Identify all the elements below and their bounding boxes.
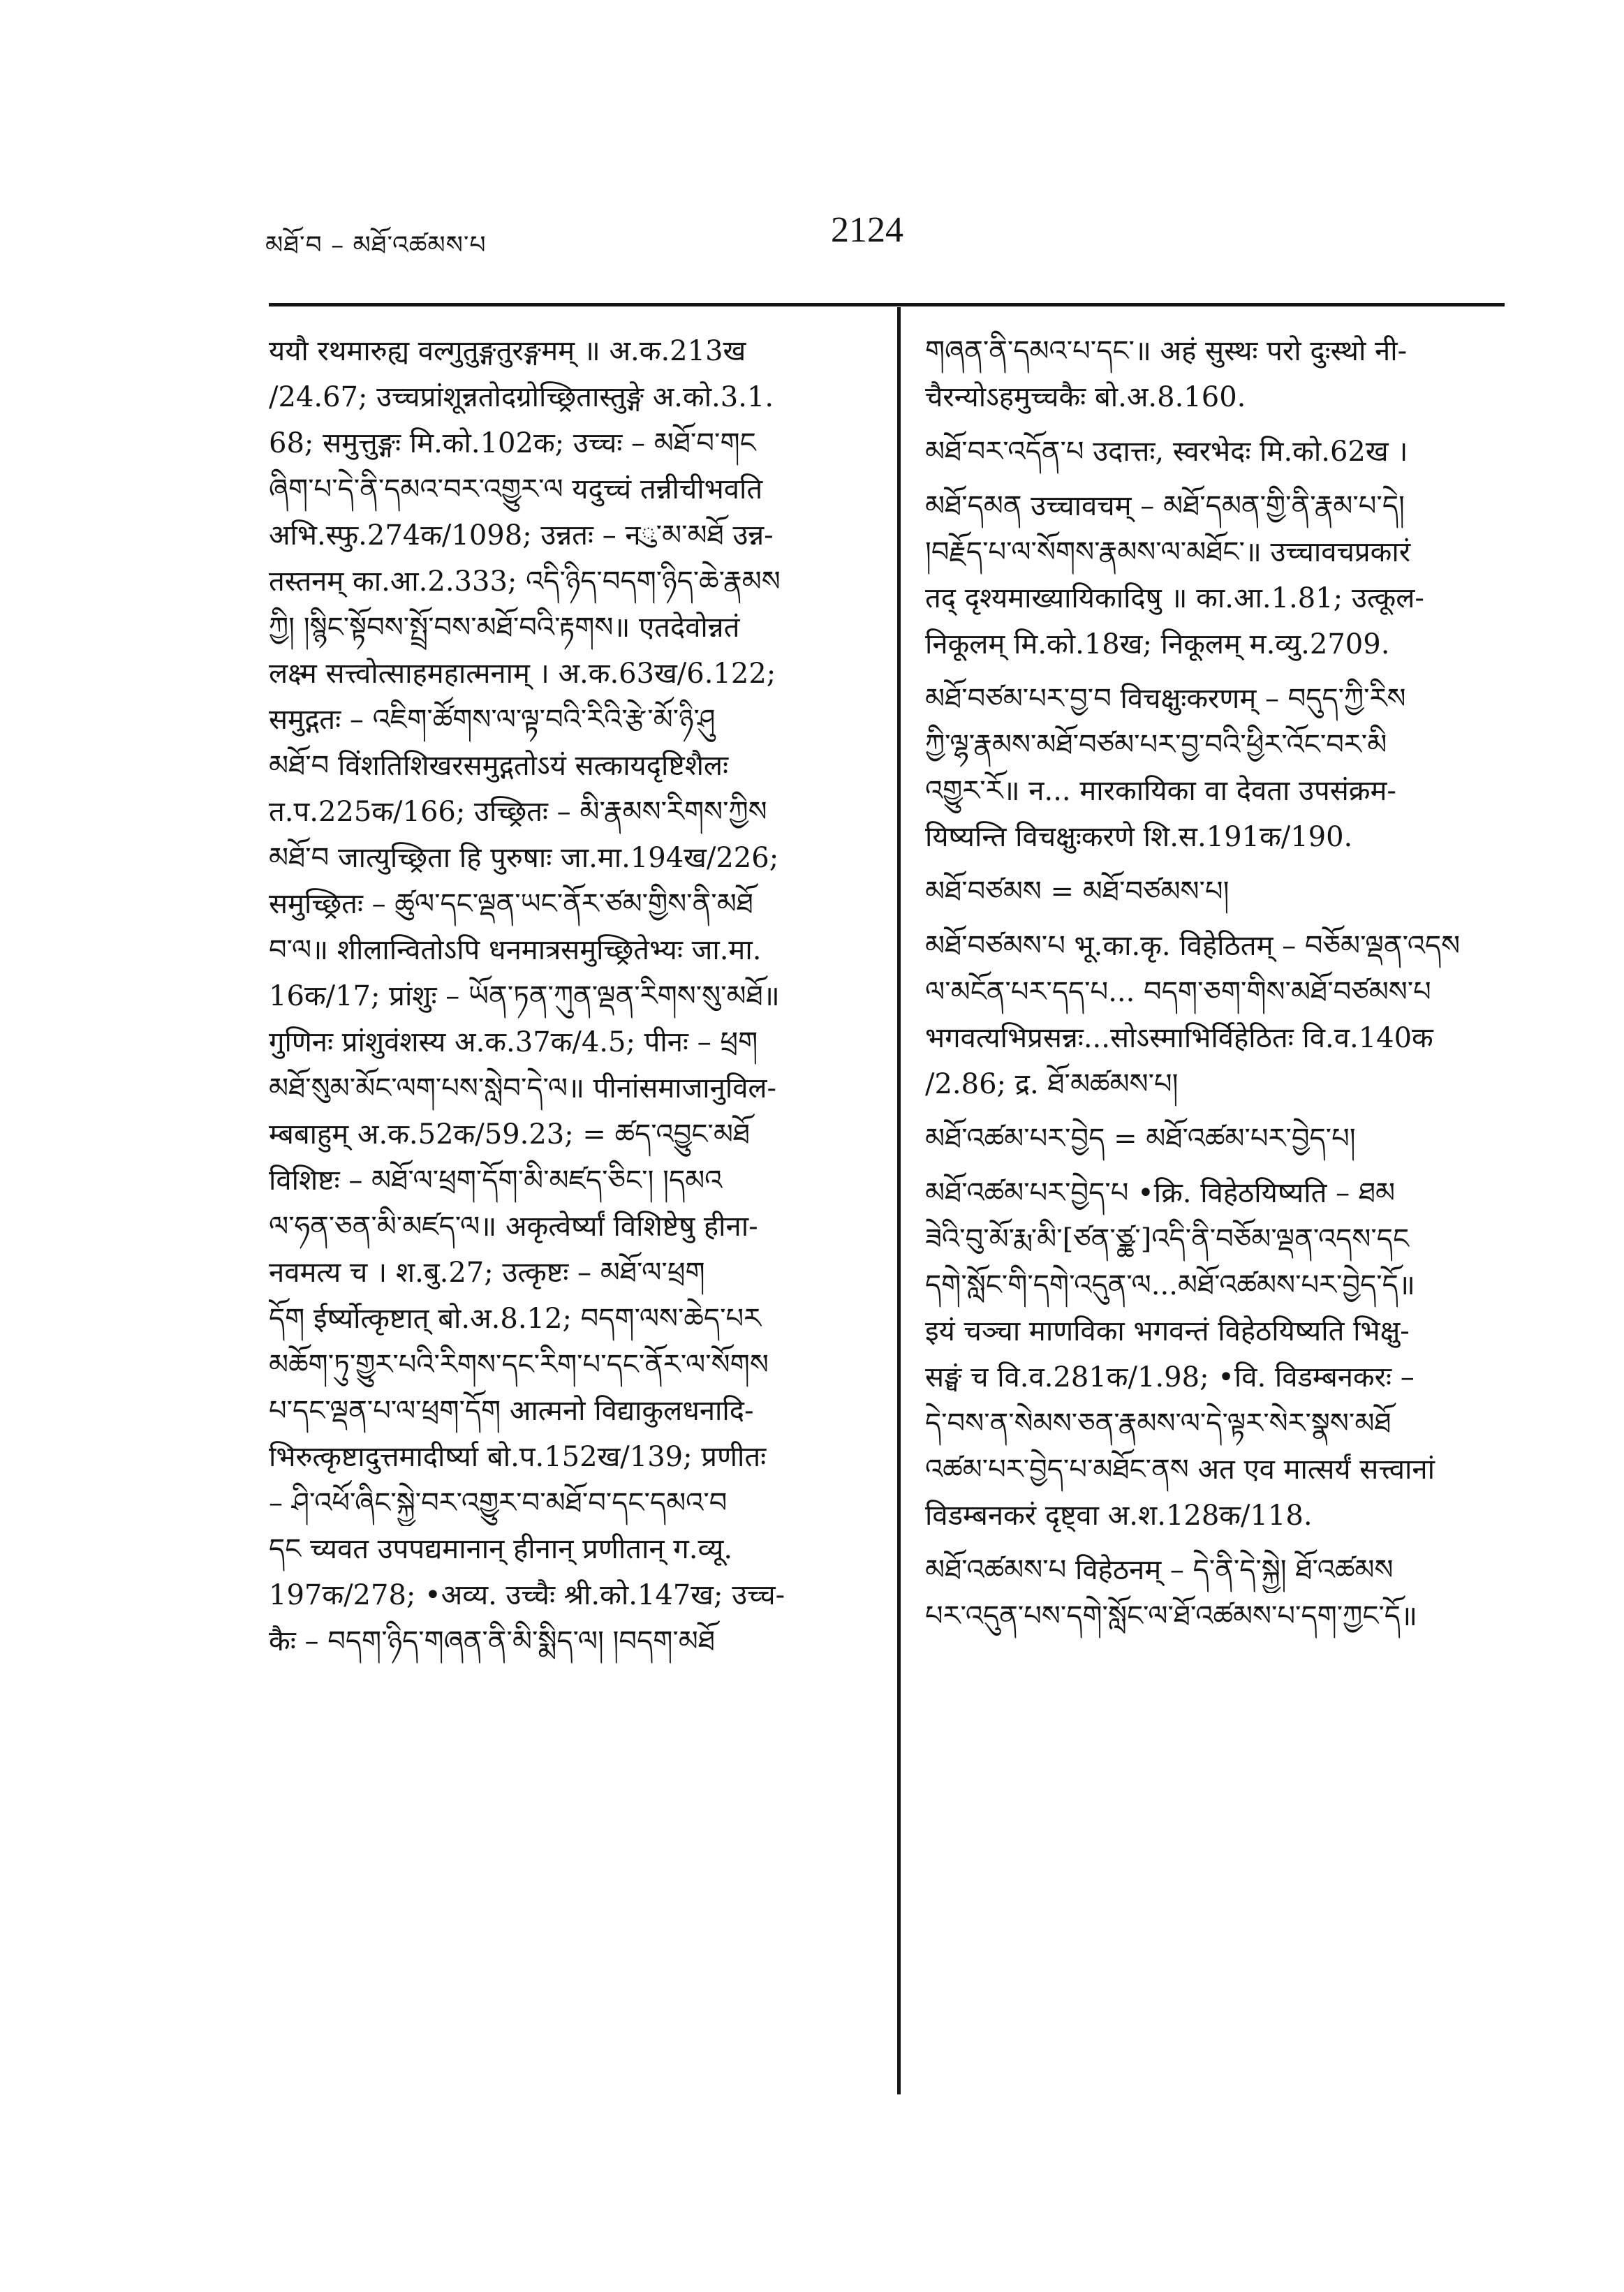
entry-text-line: མཐོ་བཙམས་པ भू.का.कृ. विहेठितम् – བཅོམ་ལྡན་འདས: [925, 930, 1461, 962]
entry-text-line: གཞན་ནི་དམའ་པ་དང་॥ अहं सुस्थः परो दुःस्थो नी-: [925, 335, 1408, 367]
left-text-line: དང च्यवत उपपद्यमानान् हीनान् प्रणीतान् ग.व्यू.: [269, 1533, 733, 1565]
entry-text-line: /2.86; द्र. ཐོ་མཚམས་པ།: [925, 1068, 1179, 1100]
entry-text-line: ལ་མངོན་པར་དད་པ... བདག་ཅག་གིས་མཐོ་བཙམས་པ: [925, 976, 1431, 1008]
entry-text-line: དགེ་སློང་གི་དགེ་འདུན་ལ...མཐོ་འཚམས་པར་བྱེད་དོ॥: [925, 1269, 1415, 1301]
entry-text-line: विडम्बनकरं दृष्ट्वा अ.श.128क/118.: [925, 1500, 1313, 1532]
entry-text-line: མཐོ་བཙམས = མཐོ་བཙམས་པ།: [925, 875, 1230, 908]
left-text-line: 197क/278; •अव्य. उच्चैः श्री.को.147ख; उच्च-: [269, 1579, 785, 1611]
left-text-line: नवमत्य च । श.बु.27; उत्कृष्टः – མཐོ་ལ་ཕྲག: [269, 1257, 705, 1289]
left-text-line: མཆོག་ཏུ་གྱུར་པའི་རིགས་དང་རིག་པ་དང་ནོར་ལ་སོགས: [269, 1349, 769, 1381]
left-text-line: ययौ रथमारुह्य वल्गुतुङ्गतुरङ्गमम् ॥ अ.क.213ख: [269, 335, 746, 367]
entry-text-line: निकूलम् मि.को.18ख; निकूलम् म.व्यु.2709.: [925, 628, 1390, 660]
left-text-line: མཐོ་བ जात्युच्छ्रिता हि पुरुषाः जा.मा.194ख/226;: [269, 842, 779, 874]
dictionary-entry: [925, 1547, 1512, 1639]
entry-text-line: भगवत्यभिप्रसन्नः...सोऽस्माभिर्विहेठितः वि.व.140क: [925, 1022, 1433, 1054]
left-text-line: म्बबाहुम् अ.क.52क/59.23; = ཚད་འབྱུང་མཐོ: [269, 1118, 751, 1151]
entry-text-line: མཐོ་འཚམས་པ विहेठनम् – དེ་ནི་དེ་སྐྱེ། ཐོ་འཚམས: [925, 1554, 1394, 1586]
page-header: [265, 209, 1442, 265]
left-text-line: བ་ལ॥ शीलान्वितोऽपि धनमात्रसमुच्छ्रितेभ्यः जा.मा.: [269, 934, 762, 966]
left-text-line: དོག ईर्ष्योत्कृष्टात् बो.अ.8.12; བདག་ལས་ཆེད་པར: [269, 1303, 762, 1335]
dictionary-entry: [925, 483, 1512, 667]
left-text-line: 68; समुत्तुङ्गः मि.को.102क; उच्चः – མཐོ་བ་གང: [269, 427, 756, 459]
column-divider: [897, 307, 901, 2094]
left-text-line: अभि.स्फु.274क/1098; उन्नतः – नུ་མ་མཐོ उन्न-: [269, 519, 774, 552]
left-text-line: ཞིག་པ་དེ་ནི་དམའ་བར་འགྱུར་ལ यदुच्चं तन्नीचीभवति: [269, 473, 763, 505]
entry-text-line: པར་འདུན་པས་དགེ་སློང་ལ་ཐོ་འཚམས་པ་དག་ཀྱང་དོ॥: [925, 1600, 1417, 1632]
left-text-line: समुद्गतः – འཇིག་ཚོགས་ལ་ལྟ་བའི་རིའི་རྩེ་མོ་ཉི་ཤུ: [269, 704, 716, 736]
entry-text-line: འཚམ་པར་བྱེད་པ་མཐོང་ནས अत एव मात्सर्यं सत्त्वानां: [925, 1454, 1435, 1486]
left-text-line: མཐོ་བ विंशतिशिखरसमुद्गतोऽयं सत्कायदृष्टिशैलः: [269, 750, 729, 782]
entry-text-line: चैरन्योऽहमुच्चकैः बो.अ.8.160.: [925, 381, 1246, 413]
left-text-line: तस्तनम् का.आ.2.333; འདི་ཉིད་བདག་ཉིད་ཆེ་རྣམས: [269, 565, 781, 598]
left-text-line: गुणिनः प्रांशुवंशस्य अ.क.37क/4.5; पीनः – ཕྲག: [269, 1026, 758, 1058]
entry-text-line: མཐོ་འཚམ་པར་བྱེད་པ •क्रि. विहेठयिष्यति – ཐམ: [925, 1177, 1396, 1209]
entry-text-line: सङ्घं च वि.व.281क/1.98; •वि. विडम्बनकरः –: [925, 1361, 1415, 1393]
left-text-line: ལ་ཧན་ཅན་མི་མཛད་ལ॥ अकृत्वेर्ष्यां विशिष्टेषु हीना-: [269, 1211, 758, 1243]
dictionary-entry: [925, 923, 1512, 1107]
left-text-line: མཐོ་སུམ་མོང་ལག་པས་སླེབ་དེ་ལ॥ पीनांसमाजानुविल-: [269, 1072, 777, 1104]
entry-text-line: འགྱུར་རོ॥ न... मारकायिका वा देवता उपसंक्रम-: [925, 775, 1396, 807]
left-text-line: समुच्छ्रितः – ཚུལ་དང་ལྡན་ཡང་ནོར་ཙམ་གྱིས་ནི་མཐོ: [269, 888, 753, 920]
dictionary-entry: [925, 1170, 1512, 1539]
dictionary-entry: [925, 1116, 1512, 1162]
entry-text-line: इयं चञ्चा माणविका भगवन्तं विहेठयिष्यति भिक्षु-: [925, 1315, 1410, 1347]
left-text-line: ཀྱི། །སྙིང་སྟོབས་སྤྲོ་བས་མཐོ་བའི་རྟགས॥ एतदेवोन्नतं: [269, 612, 740, 644]
right-column: [925, 328, 1512, 1639]
entry-text-line: །བརྗོད་པ་ལ་སོགས་རྣམས་ལ་མཐོང་॥ उच्चावचप्रकारं: [925, 536, 1411, 568]
left-text-line: त.प.225क/166; उच्छ्रितः – མི་རྣམས་རིགས་ཀྱིས: [269, 796, 767, 828]
running-headword-range: མཐོ་བ – མཐོ་འཚམས་པ: [265, 231, 487, 260]
dictionary-entry: [925, 429, 1512, 475]
entry-text-line: མཐོ་བར་འདོན་པ उदात्तः, स्वरभेदः मि.को.62ख ।: [925, 436, 1408, 468]
left-text-line: कैः – བདག་ཉིད་གཞན་ནི་མི་སྨིད་ལ། །བདག་མཐོ: [269, 1625, 716, 1657]
entry-text-line: མཐོ་བཙམ་པར་བྱ་བ विचक्षुःकरणम् – བདུད་ཀྱི་རིས: [925, 683, 1406, 715]
entry-text-line: ཀྱི་ལྷ་རྣམས་མཐོ་བཙམ་པར་བྱ་བའི་ཕྱིར་འོང་བར་མི: [925, 729, 1387, 761]
entry-text-line: དེ་བས་ན་སེམས་ཅན་རྣམས་ལ་དེ་ལྟར་སེར་སྣས་མཐོ: [925, 1407, 1392, 1440]
entry-text-line: མཐོ་དམན उच्चावचम् – མཐོ་དམན་གྱི་ནི་རྣམ་པ་དེ།: [925, 490, 1405, 522]
page-number: 2124: [831, 210, 903, 250]
entry-text-line: མཐོ་འཚམ་པར་བྱེད = མཐོ་འཚམ་པར་བྱེད་པ།: [925, 1123, 1356, 1155]
left-text-line: विशिष्टः – མཐོ་ལ་ཕྲག་དོག་མི་མཛད་ཅིང་། །དམའ: [269, 1165, 723, 1197]
left-text-line: भिरुत्कृष्टादुत्तमादीर्ष्या बो.प.152ख/139; प्रणीतः: [269, 1441, 767, 1473]
left-text-line: – ཤི་འཕོ་ཞིང་སྐྱེ་བར་འགྱུར་བ་མཐོ་བ་དང་དམའ་བ: [269, 1487, 728, 1519]
header-rule: [269, 303, 1505, 306]
left-text-line: པ་དང་ལྡན་པ་ལ་ཕྲག་དོག आत्मनो विद्याकुलधनादि-: [269, 1395, 754, 1427]
left-text-line: /24.67; उच्चप्रांशून्नतोदग्रोच्छ्रितास्तुङ्गे अ.को.3.1.: [269, 381, 774, 413]
dictionary-entry: [925, 868, 1512, 915]
entry-text-line: ཟེའི་བུ་མོ་རྨ་མི་[ཙན་ཙྪ་]འདི་ནི་བཅོམ་ལྡན་འདས་དང: [925, 1223, 1410, 1255]
left-column: [269, 328, 869, 1664]
left-text-line: 16क/17; प्रांशुः – ཡོན་ཏན་ཀུན་ལྡན་རིགས་སུ་མཐོ॥: [269, 980, 780, 1012]
entry-text-line: तद् दृश्यमाख्यायिकादिषु ॥ का.आ.1.81; उत्कूल-: [925, 582, 1424, 614]
entry-text-line: यिष्यन्ति विचक्षुःकरणे शि.स.191क/190.: [925, 821, 1353, 853]
dictionary-entry: [925, 328, 1512, 420]
dictionary-entry: [925, 676, 1512, 860]
left-text-line: लक्ष्म सत्त्वोत्साहमहात्मनाम् । अ.क.63ख/6.122;: [269, 658, 776, 690]
